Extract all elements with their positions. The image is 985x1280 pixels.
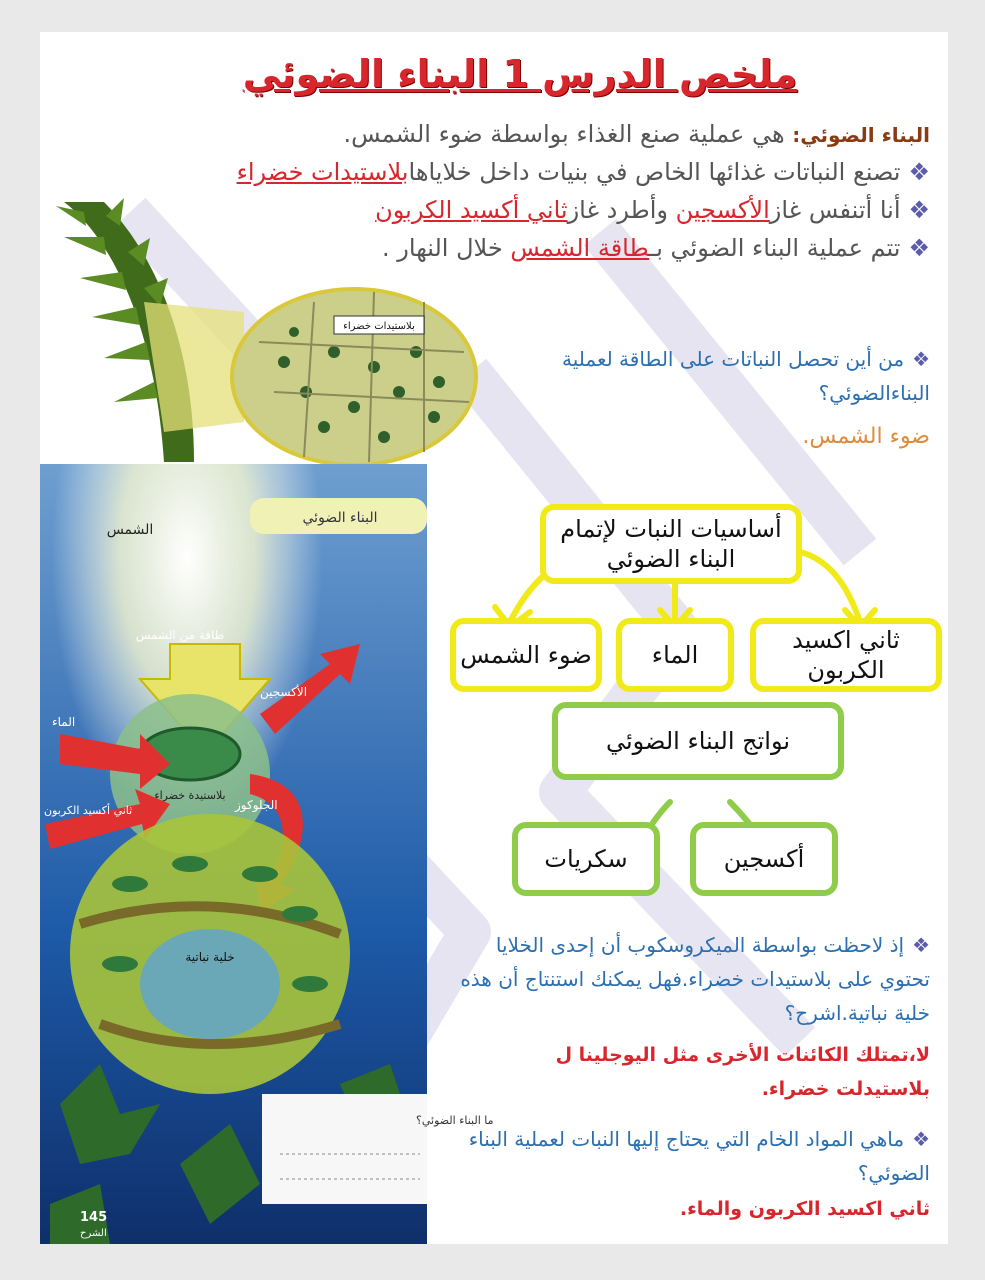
question-1-text: من أين تحصل النباتات على الطاقة لعملية البناءالضوئي؟	[562, 347, 930, 405]
page-title: ملخص الدرس 1 البناء الضوئي	[242, 52, 798, 96]
bullet-2-answer-1: الأكسجين	[675, 196, 770, 224]
products-title-box: نواتج البناء الضوئي	[552, 702, 844, 780]
bullet-3-text: تتم عملية البناء الضوئي بـ	[649, 234, 901, 262]
diamond-bullet-icon: ❖	[912, 347, 930, 371]
book-banner: البناء الضوئي	[302, 510, 378, 526]
bullet-3	[382, 234, 930, 262]
diamond-bullet-icon: ❖	[908, 196, 930, 224]
question-3-text: ماهي المواد الخام التي يحتاج إليها النبات لعملية البناء الضوئي؟	[468, 1127, 930, 1185]
answer-3: ثاني اكسيد الكربون والماء.	[679, 1198, 930, 1220]
glucose-label: الجلوكوز	[235, 798, 278, 812]
leaf-microscope-figure	[44, 192, 464, 462]
product-oxygen-box: أكسجين	[690, 822, 838, 896]
answer-2: لا،تمتلك الكائنات الأخرى مثل اليوجلينا ل بلاستيدلت خضراء.	[555, 1044, 930, 1100]
diamond-bullet-icon: ❖	[912, 933, 930, 957]
co2-label: ثاني أكسيد الكربون	[44, 804, 133, 817]
diamond-bullet-icon: ❖	[908, 234, 930, 262]
bullet-1-answer: بلاستيدات خضراء	[236, 158, 409, 186]
oxygen-label: الأكسجين	[260, 685, 308, 699]
bullet-1	[237, 158, 930, 186]
diamond-bullet-icon: ❖	[912, 1127, 930, 1151]
water-label: الماء	[52, 715, 76, 729]
card-question: ما البناء الضوئي؟	[416, 1114, 494, 1127]
bullet-2-middle: وأطرد غاز	[567, 196, 676, 224]
sun-label: الشمس	[106, 522, 154, 538]
bullet-3-answer: طاقة الشمس	[510, 234, 650, 262]
cell-label: خلية نباتية	[185, 950, 235, 964]
bullet-2-answer-2: ثاني أكسيد الكربون	[375, 196, 568, 224]
diamond-bullet-icon: ❖	[908, 158, 930, 186]
definition-term: البناء الضوئي:	[792, 123, 930, 147]
answer-1: ضوء الشمس.	[802, 424, 930, 449]
question-2	[450, 928, 930, 1030]
bullet-3-after: خلال النهار .	[382, 234, 511, 262]
input-co2-box: ثاني اكسيد الكربون	[750, 618, 942, 692]
textbook-figure	[40, 464, 494, 1244]
worksheet-page	[40, 32, 948, 1244]
bullet-2-text: أنا أتنفس غاز	[769, 196, 901, 224]
page-number: 145	[80, 1210, 108, 1225]
energy-label: طاقة من الشمس	[135, 628, 225, 642]
question-1	[480, 342, 930, 410]
chloroplast-book-label: بلاستيدة خضراء	[154, 789, 226, 802]
definition-line	[343, 120, 930, 148]
page-word: الشرح	[80, 1228, 107, 1239]
input-water-box: الماء	[616, 618, 734, 692]
question-2-text: إذ لاحظت بواسطة الميكروسكوب أن إحدى الخلايا تحتوي على بلاستيدات خضراء.فهل يمكنك استنتاج أن هذه خلية نباتية.اشرح؟	[460, 933, 930, 1025]
definition-text: هي عملية صنع الغذاء بواسطة ضوء الشمس.	[343, 120, 793, 148]
bullet-1-text: تصنع النباتات غذائها الخاص في بنيات داخل خلاياها	[408, 158, 901, 186]
product-sugars-box: سكريات	[512, 822, 660, 896]
question-3	[450, 1122, 930, 1190]
diagram-top-box: أساسيات النبات لإتمام البناء الضوئي	[540, 504, 802, 584]
input-sunlight-box: ضوء الشمس	[450, 618, 602, 692]
chloroplast-label: بلاستيدات خضراء	[343, 321, 415, 332]
